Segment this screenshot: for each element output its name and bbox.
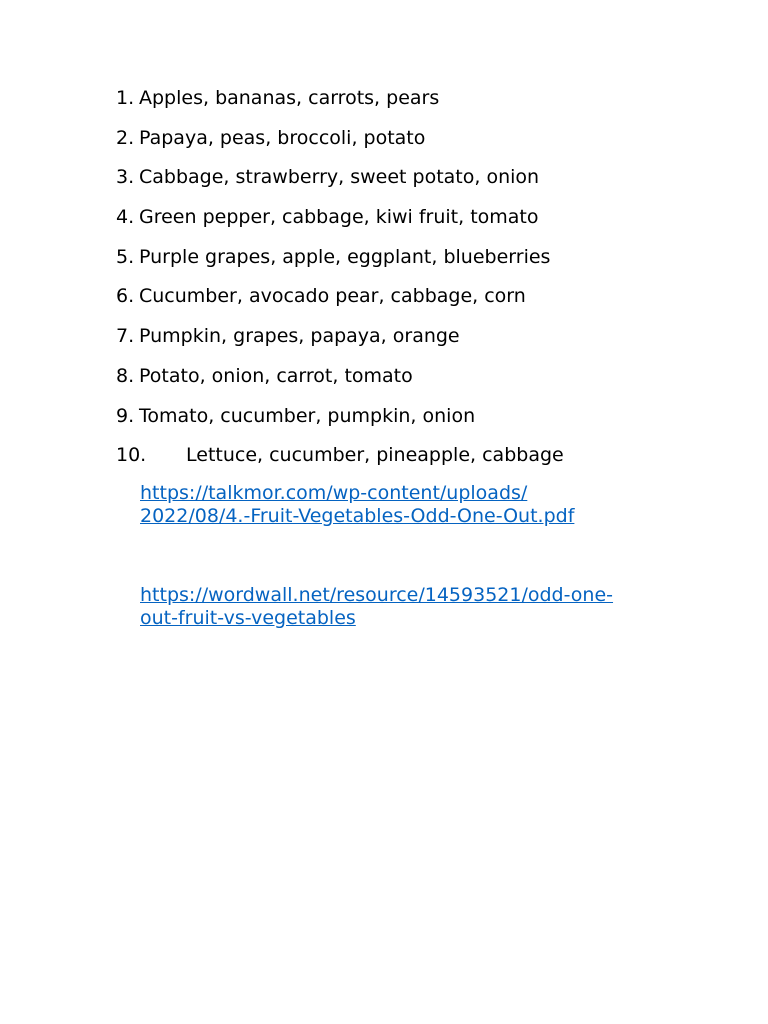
list-item-text: Potato, onion, carrot, tomato (139, 364, 413, 387)
wordwall-link[interactable] (140, 584, 740, 630)
list-item-text: Tomato, cucumber, pumpkin, onion (139, 404, 476, 427)
list-item-text: Cucumber, avocado pear, cabbage, corn (139, 285, 526, 308)
list-item-number: 6. (116, 285, 135, 308)
list-item-number: 1. (116, 87, 135, 109)
list-item (116, 203, 716, 243)
list-item-number: 8. (116, 364, 135, 387)
list-item-number: 3. (116, 166, 135, 189)
list-item-text: Pumpkin, grapes, papaya, orange (139, 325, 460, 348)
list-item-number: 9. (116, 404, 135, 427)
list-item-number: 7. (116, 325, 135, 348)
list-item (116, 362, 716, 402)
list-item-text: Green pepper, cabbage, kiwi fruit, tomato (139, 206, 539, 229)
list-item (116, 402, 716, 442)
list-item (116, 322, 716, 362)
list-item-number: 5. (116, 245, 135, 268)
talkmor-link-line-1[interactable]: https://talkmor.com/wp-content/uploads/ (140, 482, 528, 504)
wordwall-link-line-1[interactable]: https://wordwall.net/resource/14593521/odd-one- (140, 584, 614, 606)
list-item (116, 282, 716, 322)
list-item (116, 243, 716, 283)
list-item-number: 10. (116, 444, 147, 467)
talkmor-link-line-2[interactable]: 2022/08/4.-Fruit-Vegetables-Odd-One-Out.pdf (140, 505, 575, 527)
list-item (116, 441, 716, 481)
list-item-text: Cabbage, strawberry, sweet potato, onion (139, 166, 540, 189)
list-item-text: Lettuce, cucumber, pineapple, cabbage (186, 444, 564, 467)
list-item-text: Purple grapes, apple, eggplant, blueberries (139, 245, 551, 268)
talkmor-link[interactable] (140, 482, 740, 528)
list-item-text: Apples, bananas, carrots, pears (139, 87, 440, 109)
list-item (116, 124, 716, 164)
list-item (116, 163, 716, 203)
reference-links (140, 482, 740, 630)
list-item-number: 2. (116, 126, 135, 149)
list-item-number: 4. (116, 206, 135, 229)
list-item-text: Papaya, peas, broccoli, potato (139, 126, 426, 149)
odd-one-out-list (116, 84, 716, 481)
list-item (116, 84, 716, 124)
wordwall-link-line-2[interactable]: out-fruit-vs-vegetables (140, 607, 356, 629)
